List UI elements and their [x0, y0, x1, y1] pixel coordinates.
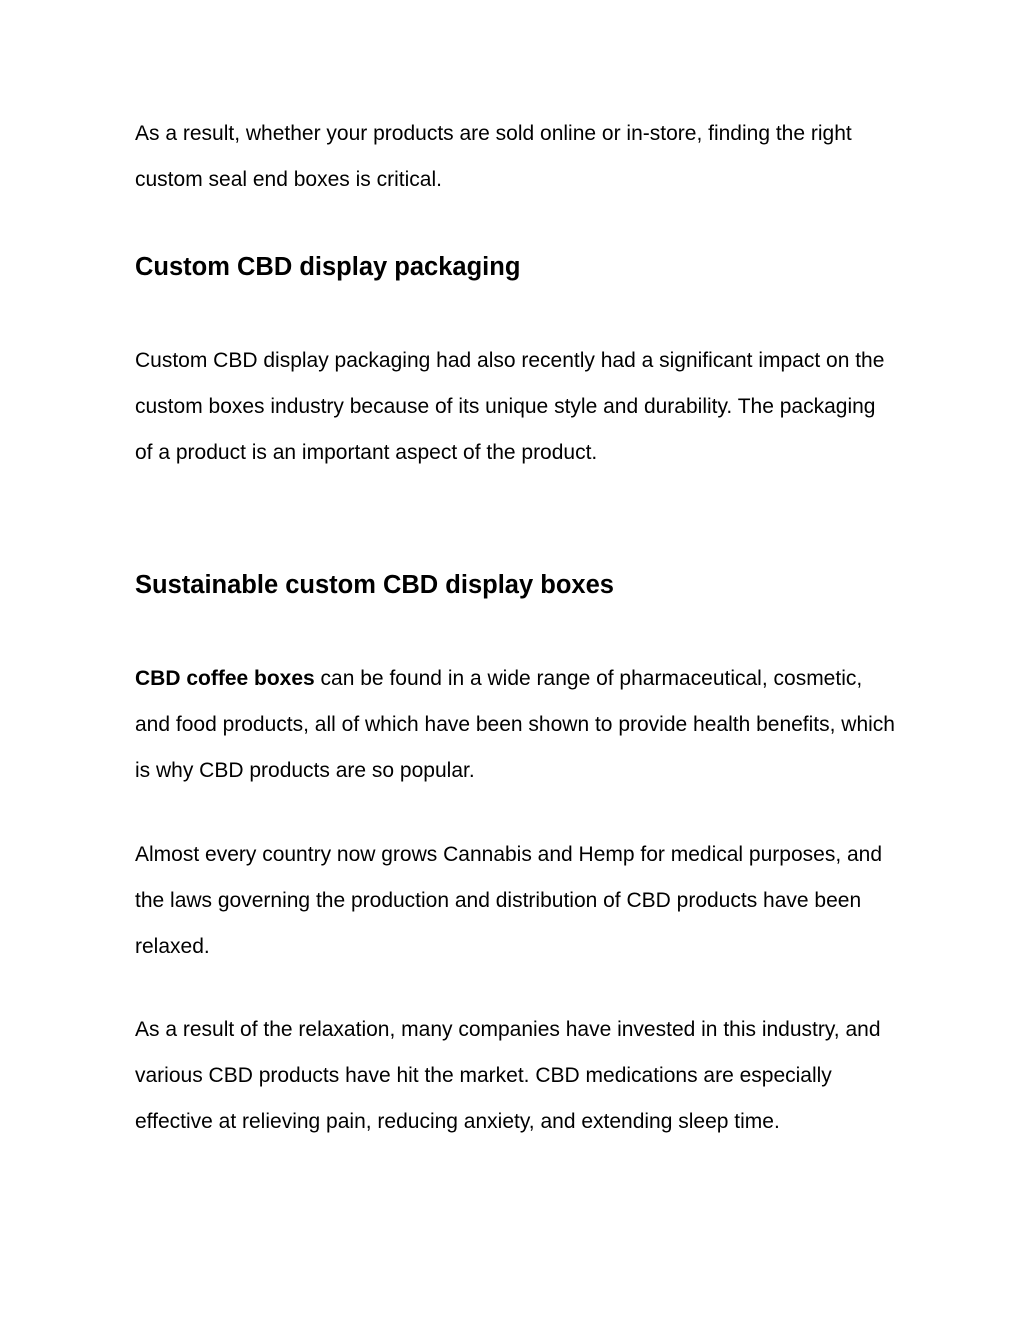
paragraph-display-packaging: Custom CBD display packaging had also recently had a significant impact on the custom boxes industry because of its unique style and durability. The packaging of a product is an important aspect of the product. [135, 349, 885, 464]
bold-phrase-cbd-coffee-boxes: CBD coffee boxes [135, 667, 315, 690]
paragraph-cannabis-hemp: Almost every country now grows Cannabis and Hemp for medical purposes, and the laws governing the production and distribution of CBD products have been relaxed. [135, 843, 883, 958]
paragraph-cbd-coffee-boxes-text: can be found in a wide range of pharmaceutical, cosmetic, and food products, all of which have been shown to provide health benefits, which is why CBD products are so popular. [135, 667, 895, 782]
paragraph-intro: As a result, whether your products are sold online or in-store, finding the right custom seal end boxes is critical. [135, 122, 852, 191]
heading-sustainable-cbd-display-boxes: Sustainable custom CBD display boxes [135, 571, 614, 599]
paragraph-relaxation: As a result of the relaxation, many companies have invested in this industry, and various CBD products have hit the market. CBD medications are especially effective at relieving pain, reducing anxiety, and extending sleep time. [135, 1018, 881, 1133]
heading-custom-cbd-display-packaging: Custom CBD display packaging [135, 253, 521, 281]
paragraph-cbd-coffee-boxes [135, 656, 895, 794]
